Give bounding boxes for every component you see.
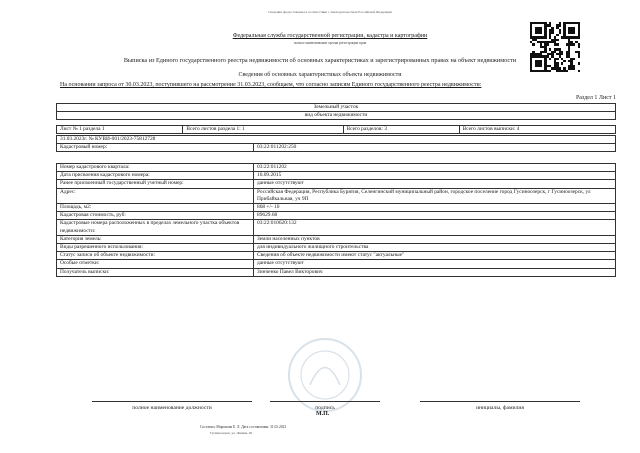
table-row bbox=[57, 244, 616, 252]
identification-table bbox=[56, 135, 616, 152]
name-label: инициалы, фамилия bbox=[476, 405, 524, 411]
table-row bbox=[57, 180, 616, 188]
qr-code-icon bbox=[530, 22, 580, 72]
row-value: Земли населенных пунктов bbox=[254, 235, 616, 243]
object-type-table bbox=[56, 103, 616, 120]
row-value: 03:22:010620:132 bbox=[254, 220, 616, 235]
row-label: Адрес: bbox=[57, 188, 254, 203]
office-address: Гусиноозерск, ул. Ленина, 20 bbox=[210, 431, 253, 435]
row-value: 89629.68 bbox=[254, 212, 616, 220]
table-row bbox=[57, 220, 616, 235]
row-label: Статус записи об объекте недвижимости: bbox=[57, 252, 254, 260]
table-row bbox=[57, 204, 616, 212]
row-value: Зинченко Павел Викторович bbox=[254, 268, 616, 276]
name-line bbox=[420, 401, 580, 402]
signature-line bbox=[270, 401, 380, 402]
signature-label: подпись bbox=[315, 405, 335, 411]
section-reference: Раздел 1 Лист 1 bbox=[575, 95, 616, 101]
cadastral-number-value: 03:22:011202:250 bbox=[254, 144, 616, 152]
row-value: 868 +/- 10 bbox=[254, 204, 616, 212]
sections-total: Всего разделов: 3 bbox=[343, 126, 459, 134]
pages-total: Всего листов выписки: 4 bbox=[459, 126, 615, 134]
row-label: Кадастровая стоимость, руб: bbox=[57, 212, 254, 220]
sheets-total: Всего листов раздела 1: 1 bbox=[183, 126, 343, 134]
position-line bbox=[92, 401, 252, 402]
document-title: Выписка из Единого государственного реестра недвижимости об основных характеристиках и зарегистрированных правах на объект недвижимости bbox=[123, 57, 517, 64]
sheet-info-table bbox=[56, 125, 616, 134]
row-label: Кадастровые номера расположенных в пределах земельного участка объектов недвижимости: bbox=[57, 220, 254, 235]
table-row bbox=[57, 164, 616, 172]
row-label: Получатель выписки: bbox=[57, 268, 254, 276]
row-label: Ранее присвоенный государственный учетный номер: bbox=[57, 180, 254, 188]
request-basis: На основании запроса от 30.03.2023, поступившего на рассмотрение 31.03.2023, сообщаем, что согласно записям Единого государственного реестра недвижимости: bbox=[60, 82, 482, 88]
agency-caption: полное наименование органа регистрации прав bbox=[293, 41, 367, 45]
row-value: 03:22:011202 bbox=[254, 164, 616, 172]
row-value: данные отсутствуют bbox=[254, 180, 616, 188]
position-label: полное наименование должности bbox=[132, 405, 212, 411]
table-row bbox=[57, 172, 616, 180]
row-label: Дата присвоения кадастрового номера: bbox=[57, 172, 254, 180]
row-label: Номер кадастрового квартала: bbox=[57, 164, 254, 172]
table-row bbox=[57, 260, 616, 268]
row-label: Площадь, м2: bbox=[57, 204, 254, 212]
table-row bbox=[57, 212, 616, 220]
seal-place: М.П. bbox=[316, 411, 330, 417]
row-value: Российская Федерация, Республика Бурятия, Селенгинский муниципальный район, городское поселение город Гусиноозерск, г Гусиноозерск, ул Прибайкальная, уч 9П bbox=[254, 188, 616, 203]
object-type-caption: вид объекта недвижимости bbox=[57, 112, 616, 120]
row-label: Особые отметки: bbox=[57, 260, 254, 268]
cadastral-number-label: Кадастровый номер: bbox=[57, 144, 254, 152]
table-row bbox=[57, 235, 616, 243]
extract-date-number: 31.03.2023г. № КУВИ-001/2023-75812728 bbox=[57, 136, 616, 144]
characteristics-table bbox=[56, 163, 616, 277]
row-label: Категория земель: bbox=[57, 235, 254, 243]
row-value: для индивидуального жилищного строительства bbox=[254, 244, 616, 252]
table-row bbox=[57, 268, 616, 276]
sheet-number: Лист № 1 раздела 1 bbox=[57, 126, 183, 134]
service-note: Сведения предоставлены в соответствии с законодательством Российской Федерации bbox=[268, 10, 392, 14]
object-type: Земельный участок bbox=[57, 104, 616, 112]
table-row bbox=[57, 252, 616, 260]
row-value: 16.09.2015 bbox=[254, 172, 616, 180]
signer-line: Составил: Миронова Е. Л. Дата составления: 31.03.2023 bbox=[200, 425, 287, 429]
agency-name: Федеральная служба государственной регистрации, кадастра и картографии bbox=[232, 33, 428, 39]
table-row bbox=[57, 188, 616, 203]
row-value: Сведения об объекте недвижимости имеют статус "актуальные" bbox=[254, 252, 616, 260]
row-label: Виды разрешенного использования: bbox=[57, 244, 254, 252]
row-value: данные отсутствуют bbox=[254, 260, 616, 268]
document-subtitle: Сведения об основных характеристиках объекта недвижимости bbox=[238, 72, 402, 78]
